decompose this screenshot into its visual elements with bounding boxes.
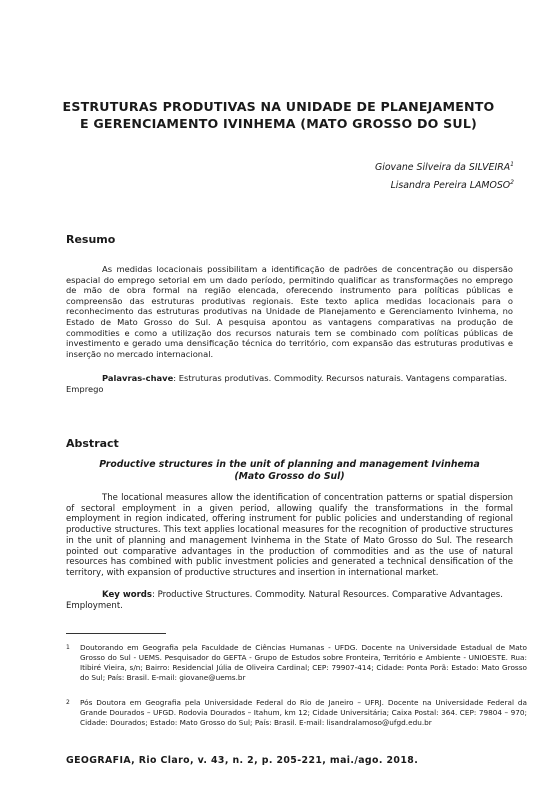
author-2-name: Lisandra Pereira LAMOSO (390, 180, 511, 192)
footnote-2-number: 2 (66, 699, 70, 706)
resumo-keywords (66, 373, 513, 394)
abstract-keywords-label: Key words (102, 590, 153, 600)
author-1-footnote-mark: 1 (510, 161, 514, 168)
footnote-2 (66, 698, 527, 728)
footnote-2-text: Pós Doutora em Geografia pela Universidade Federal do Rio de Janeiro – UFRJ. Docente na Universidade Federal da Grande Dourados – UFGD. Rodovia Dourados – Itahum, km 12; Cidade Universitária; Caixa Postal: 364. CEP: 79804 – 970; Cidade: Dourados; Estado: Mato Grosso do Sul; País: Brasil. E-mail: lisandralamoso@ufgd.edu.br (80, 698, 527, 727)
abstract-text: The locational measures allow the identification of concentration patterns or spatial dispersion of sectoral employment in a given period, allowing qualify the transformations in the formal employment in region indicated, offering instrument for public policies and understanding of regional productive structures. This text applies locational measures for the recognition of productive structures in the unit of planning and management Ivinhema in the State of Mato Grosso do Sul. The research pointed out comparative advantages in the production of commodities and as the use of natural resources has combined with public investment policies and generated a technical densification of the territory, with expansion of productive structures and insertion in international market. (66, 493, 513, 578)
resumo-keywords-label: Palavras-chave (102, 373, 174, 383)
resumo-keywords-list: : Estruturas produtivas. Commodity. Recursos naturais. Vantagens comparatias. Emprego (66, 373, 508, 394)
abstract-keywords-list: : Productive Structures. Commodity. Natural Resources. Comparative Advantages. Employment. (66, 590, 503, 611)
paper-title-line-1: ESTRUTURAS PRODUTIVAS NA UNIDADE DE PLANEJAMENTO (62, 99, 495, 114)
paper-title-line-2: E GERENCIAMENTO IVINHEMA (MATO GROSSO DO SUL) (79, 116, 478, 131)
author-list (375, 157, 514, 193)
resumo-heading: Resumo (66, 233, 116, 246)
english-title (66, 459, 513, 483)
paper-title (40, 98, 517, 132)
author-2-footnote-mark: 2 (510, 179, 514, 187)
footnote-1-text: Doutorando em Geografia pela Faculdade de Ciências Humanas - UFDG. Docente na Universidade Estadual de Mato Grosso do Sul - UEMS. Pesquisador do GEFTA - Grupo de Estudos sobre Fronteira, Território e Ambiente - UNIOESTE. Rua: Itibiré Vieira, s/n; Bairro: Residencial Júlia de Oliveira Cardinal; CEP: 79907-414; Cidade: Ponta Porã: Estado: Mato Grosso do Sul; País: Brasil. E-mail: giovane@uems.br (80, 643, 527, 682)
abstract-keywords (66, 590, 513, 611)
english-title-line-1: Productive structures in the unit of planning and management Ivinhema (99, 459, 480, 470)
english-title-line-2: (Mato Grosso do Sul) (234, 471, 345, 482)
author-2 (375, 175, 514, 193)
author-1 (375, 157, 514, 175)
author-1-name: Giovane Silveira da SILVEIRA (374, 162, 511, 174)
footnote-1 (66, 643, 527, 683)
footnote-divider (66, 633, 166, 634)
footnote-1-number: 1 (66, 644, 70, 651)
journal-citation-footer: GEOGRAFIA, Rio Claro, v. 43, n. 2, p. 205-221, mai./ago. 2018. (66, 755, 419, 766)
resumo-text: As medidas locacionais possibilitam a identificação de padrões de concentração ou dispersão espacial do emprego setorial em um dado período, permitindo qualificar as transformações no emprego de mão de obra formal na região elencada, oferecendo instrumento para políticas públicas e compreensão das estruturas produtivas regionais. Este texto aplica medidas locacionais para o reconhecimento das estruturas produtivas na Unidade de Planejamento e Gerenciamento Ivinhema, no Estado de Mato Grosso do Sul. A pesquisa apontou as vantagens comparativas na produção de commodities e como a utilização dos recursos naturais tem se combinado com políticas públicas de investimento e gerado uma densificação técnica do território, com expansão das estruturas produtivas e inserção no mercado internacional. (66, 264, 513, 359)
abstract-heading: Abstract (66, 437, 119, 450)
